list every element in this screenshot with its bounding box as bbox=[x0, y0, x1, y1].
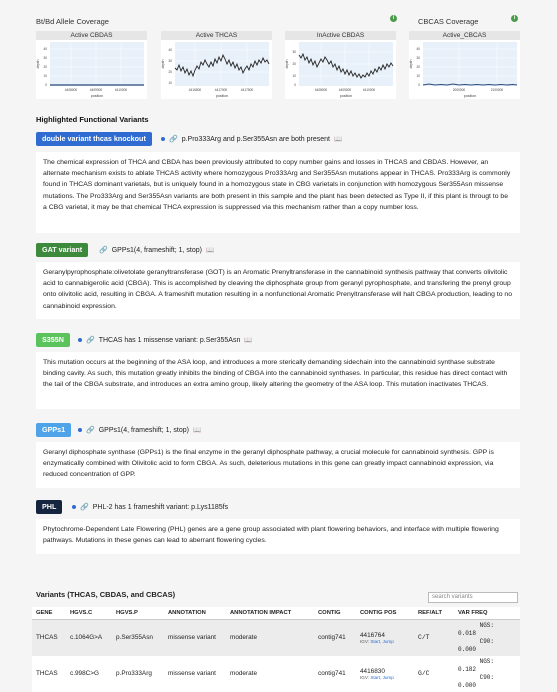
y-tick: 30 bbox=[43, 56, 47, 60]
y-tick: 30 bbox=[168, 59, 172, 63]
cell-hgvsp: p.Pro333Arg bbox=[112, 656, 164, 692]
c90-value: 0.000 bbox=[458, 645, 477, 653]
igv-label: IGV: bbox=[360, 674, 370, 680]
variant-badge-phl[interactable]: PHL bbox=[36, 500, 62, 514]
cell-gene: THCAS bbox=[32, 619, 66, 656]
x-tick: 4409000 bbox=[89, 88, 103, 92]
variant-summary: GPPs1(4, frameshift; 1, stop) bbox=[98, 426, 189, 434]
book-icon[interactable]: 📖 bbox=[334, 136, 343, 143]
variant-header bbox=[78, 333, 252, 347]
variant-badge-gpps1[interactable]: GPPs1 bbox=[36, 423, 71, 437]
cell-contig: contig741 bbox=[314, 656, 356, 692]
y-axis-label: depth bbox=[285, 59, 289, 69]
y-tick: 10 bbox=[416, 74, 420, 78]
igv-jump-link[interactable]: Jump bbox=[382, 638, 394, 644]
column-header-var-freq[interactable]: VAR FREQ bbox=[454, 607, 520, 619]
link-icon[interactable]: 🔗 bbox=[169, 136, 178, 143]
igv-jump-link[interactable]: Jump bbox=[382, 674, 394, 680]
chart-title: Active CBDAS bbox=[36, 31, 147, 40]
variant-badge-double-knockout[interactable]: double variant thcas knockout bbox=[36, 132, 152, 146]
y-tick: 20 bbox=[292, 62, 296, 66]
contig-pos-value: 4416764 bbox=[360, 631, 385, 639]
y-tick: 20 bbox=[43, 65, 47, 69]
variant-description: This mutation occurs at the beginning of the ASA loop, and introduces a more sterically demanding sidechain into the cannabinoid synthase substrate binding cavity. As such, this mutation greatly inhibits the binding of CBGA into the cannabinoid synthases. In particular, this residue has direct contact with the tail of the CBGA substrate, and introduces an extra amino group, likely altering the geometry of the ASA loop. This mutation inactivates THCAS. bbox=[36, 352, 520, 409]
coverage-chart-active-cbdas bbox=[36, 31, 147, 99]
book-icon[interactable]: 📖 bbox=[205, 247, 215, 254]
variant-description: Geranylpyrophosphate:olivetolate geranyltransferase (GOT) is an Aromatic Prenyltransferase in the cannabinoid synthesis pathway that converts olivitolic acid to cannabigerolic acid (CBGA). This is accomplished by cleaving the diphosphate group from geranyl pyrophosphate, and transfering the prenyl group onto olivitolic acid, resulting in CBGA. A frameshift mutation resulting in a nonfunctional Aromatic Prenyltransferase will halt CBGA production, leading to no cannabinoid expression. bbox=[36, 262, 520, 319]
column-header-annotation[interactable]: ANNOTATION bbox=[164, 607, 226, 619]
highlighted-variants-title: Highlighted Functional Variants bbox=[36, 115, 149, 124]
cell-hgvsp: p.Ser355Asn bbox=[112, 619, 164, 656]
c90-value: 0.000 bbox=[458, 681, 477, 689]
cell-gene: THCAS bbox=[32, 656, 66, 692]
status-dot bbox=[78, 428, 82, 432]
book-icon[interactable]: 📖 bbox=[244, 337, 253, 344]
variants-table-title: Variants (THCAS, CBDAS, and CBCAS) bbox=[36, 590, 176, 599]
x-tick: 4417000 bbox=[214, 88, 228, 92]
y-tick: 30 bbox=[292, 50, 296, 54]
ngs-value: 0.018 bbox=[458, 629, 477, 637]
variant-header bbox=[161, 132, 342, 146]
x-tick: 4416500 bbox=[188, 88, 202, 92]
x-axis-label: position bbox=[463, 94, 477, 98]
cell-contig-pos: 4416764 IGV: Start, Jump bbox=[356, 619, 414, 656]
link-icon[interactable]: 🔗 bbox=[99, 247, 108, 254]
y-tick: 10 bbox=[168, 81, 172, 85]
table-header-row bbox=[32, 607, 520, 619]
cbcas-coverage-title: CBCAS Coverage bbox=[418, 17, 479, 26]
cell-impact: moderate bbox=[226, 656, 314, 692]
book-icon[interactable]: 📖 bbox=[192, 427, 202, 434]
variant-badge-gat[interactable]: GAT variant bbox=[36, 243, 88, 257]
ngs-value: 0.182 bbox=[458, 665, 477, 673]
column-header-impact[interactable]: ANNOTATION IMPACT bbox=[226, 607, 314, 619]
x-tick: 4410000 bbox=[362, 88, 376, 92]
link-icon[interactable]: 🔗 bbox=[80, 504, 89, 511]
coverage-chart-active-thcas bbox=[161, 31, 272, 99]
cell-var-freq bbox=[454, 619, 520, 656]
x-tick: 4408000 bbox=[64, 88, 78, 92]
x-tick: 4410000 bbox=[114, 88, 128, 92]
y-tick: 0 bbox=[418, 83, 420, 87]
cell-hgvsc: c.998C>G bbox=[66, 656, 112, 692]
y-tick: 40 bbox=[416, 47, 420, 51]
igv-start-link[interactable]: Start bbox=[370, 638, 381, 644]
table-row[interactable] bbox=[32, 619, 520, 656]
cell-annotation: missense variant bbox=[164, 656, 226, 692]
variant-summary: GPPs1(4, frameshift; 1, stop) bbox=[111, 246, 202, 254]
contig-pos-value: 4416830 bbox=[360, 667, 385, 675]
x-axis-label: position bbox=[339, 94, 353, 98]
variant-summary: PHL-2 has 1 frameshift variant: p.Lys1185fs bbox=[92, 503, 229, 511]
y-tick: 40 bbox=[168, 48, 172, 52]
coverage-chart-inactive-cbdas bbox=[285, 31, 396, 99]
status-dot bbox=[161, 137, 165, 141]
c90-label: C90: bbox=[479, 673, 494, 681]
c90-label: C90: bbox=[479, 637, 494, 645]
x-tick: 4409000 bbox=[338, 88, 352, 92]
cell-contig-pos: 4416830 IGV: Start, Jump bbox=[356, 656, 414, 692]
y-tick: 40 bbox=[43, 47, 47, 51]
cell-hgvsc: c.1064G>A bbox=[66, 619, 112, 656]
status-dot bbox=[72, 505, 76, 509]
x-tick: 4417500 bbox=[240, 88, 254, 92]
y-tick: 0 bbox=[45, 83, 47, 87]
cell-ref-alt: G/C bbox=[414, 656, 454, 692]
column-header-hgvsc[interactable]: HGVS.C bbox=[66, 607, 112, 619]
column-header-contig-pos[interactable]: CONTIG POS bbox=[356, 607, 414, 619]
column-header-hgvsp[interactable]: HGVS.P bbox=[112, 607, 164, 619]
table-row[interactable] bbox=[32, 656, 520, 692]
variant-badge-s355n[interactable]: S355N bbox=[36, 333, 70, 347]
y-tick: 10 bbox=[43, 74, 47, 78]
chart-title: Active_CBCAS bbox=[409, 31, 520, 40]
ngs-label: NGS: bbox=[479, 657, 494, 665]
y-tick: 10 bbox=[292, 74, 296, 78]
info-icon[interactable]: i bbox=[390, 15, 397, 22]
variant-header bbox=[99, 243, 214, 257]
y-tick: 20 bbox=[416, 65, 420, 69]
chart-title: InActive CBDAS bbox=[285, 31, 396, 40]
variant-description: The chemical expression of THCA and CBDA has been previously attributed to copy number gains and losses in THCAS and CBDAS. However, an alternate mechanism exists to ablate THCAS activity where homozygous Pro333Arg and Ser355Asn mutations appear in THCAS. Pro333Arg is commonly found in THCAS dominant varietals, but is uniquely found in a homozygous state in CBG varietals in conjunction with homozygous Ser355Asn missense mutations. The Pro333Arg and Ser355Asn variants are both present in this sample and the plant has been detected as Type II, if this plant is througt to be a CBG varietal, it may be that chemical THCA expression is suppressed via this mechanism rather than a copy number loss. bbox=[36, 152, 520, 233]
x-tick: 2000000 bbox=[452, 88, 466, 92]
y-tick: 30 bbox=[416, 56, 420, 60]
variant-header bbox=[78, 423, 201, 437]
variant-description: Geranyl diphosphate synthase (GPPs1) is the final enzyme in the geranyl diphosphate pathway, a crucial molecule for cannabinoid synthesis. GPP is enzymatically combined with Olivitolic acid to form CBGA. As such, deleterious mutations in this gene can greatly impact cannabinoid expression, via reduced concentration of GPP. bbox=[36, 442, 520, 488]
igv-start-link[interactable]: Start bbox=[370, 674, 381, 680]
cell-ref-alt: C/T bbox=[414, 619, 454, 656]
search-input[interactable]: search variants bbox=[428, 592, 518, 603]
coverage-chart-active-cbcas bbox=[409, 31, 520, 99]
igv-label: IGV: bbox=[360, 638, 370, 644]
cell-impact: moderate bbox=[226, 619, 314, 656]
y-tick: 20 bbox=[168, 70, 172, 74]
column-header-gene[interactable]: GENE bbox=[32, 607, 66, 619]
y-axis-label: depth bbox=[409, 59, 413, 69]
allele-coverage-title: Bt/Bd Allele Coverage bbox=[36, 17, 109, 26]
info-icon[interactable]: i bbox=[511, 15, 518, 22]
column-header-ref-alt[interactable]: REF/ALT bbox=[414, 607, 454, 619]
y-axis-label: depth bbox=[161, 59, 165, 69]
variant-description: Phytochrome-Dependent Late Flowering (PHL) genes are a gene group associated with plant flowering behaviors, and interface with multiple flowering pathways. Mutations in these genes can lead to aberrant flowering cycles. bbox=[36, 519, 520, 554]
x-tick: 2100000 bbox=[490, 88, 504, 92]
cell-annotation: missense variant bbox=[164, 619, 226, 656]
column-header-contig[interactable]: CONTIG bbox=[314, 607, 356, 619]
x-tick: 4408000 bbox=[314, 88, 328, 92]
y-tick: 0 bbox=[294, 83, 296, 87]
link-icon[interactable]: 🔗 bbox=[86, 427, 95, 434]
variant-summary: THCAS has 1 missense variant: p.Ser355Asn bbox=[98, 336, 241, 344]
y-axis-label: depth bbox=[36, 59, 40, 69]
variant-summary: p.Pro333Arg and p.Ser355Asn are both present bbox=[181, 135, 330, 143]
variants-table bbox=[32, 607, 520, 692]
status-dot bbox=[78, 338, 82, 342]
link-icon[interactable]: 🔗 bbox=[86, 337, 95, 344]
ngs-label: NGS: bbox=[479, 621, 494, 629]
chart-title: Active THCAS bbox=[161, 31, 272, 40]
cell-contig: contig741 bbox=[314, 619, 356, 656]
cell-var-freq bbox=[454, 656, 520, 692]
x-axis-label: position bbox=[215, 94, 229, 98]
x-axis-label: position bbox=[90, 94, 104, 98]
variant-header bbox=[72, 500, 228, 514]
